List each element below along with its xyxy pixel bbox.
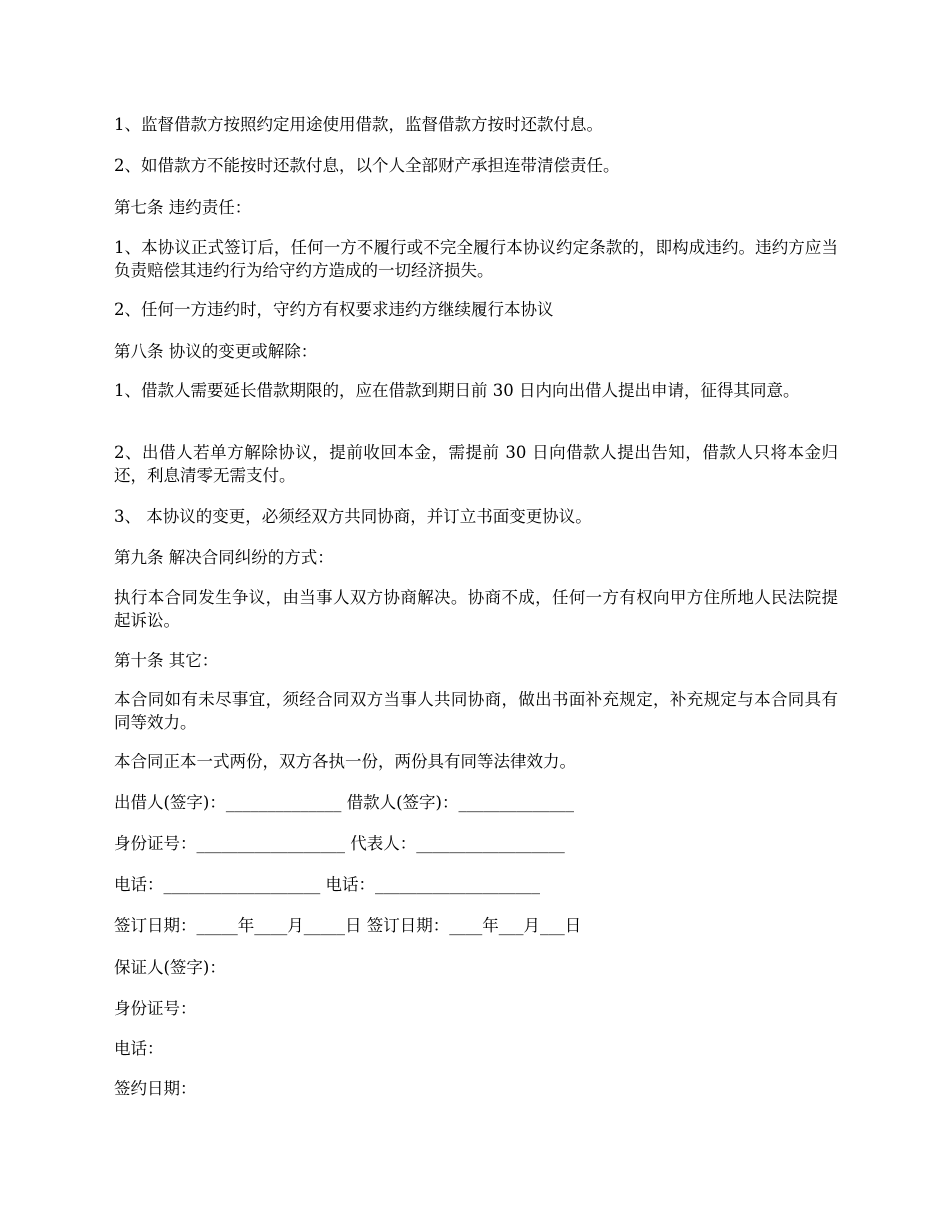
clause-unilateral-termination: 2、出借人若单方解除协议，提前收回本金，需提前 30 日向借款人提出告知，借款人只将本金归还，利息清零无需支付。 bbox=[114, 443, 838, 485]
clause-breach-definition: 1、本协议正式签订后，任何一方不履行或不完全履行本协议约定条款的，即构成违约。违约方应当负责赔偿其违约行为给守约方造成的一切经济损失。 bbox=[114, 238, 838, 280]
heading-article-9: 第九条 解决合同纠纷的方式： bbox=[114, 548, 334, 567]
signature-line-date: 签订日期：_____年____月_____日 签订日期：____年___月___日 bbox=[114, 916, 582, 935]
heading-article-10: 第十条 其它： bbox=[114, 651, 219, 670]
signature-line-parties: 出借人(签字)：______________ 借款人(签字)：______________ bbox=[114, 793, 574, 812]
clause-agreement-change: 3、 本协议的变更，必须经双方共同协商，并订立书面变更协议。 bbox=[114, 507, 592, 526]
clause-copies: 本合同正本一式两份，双方各执一份，两份具有同等法律效力。 bbox=[114, 752, 576, 771]
heading-article-8: 第八条 协议的变更或解除： bbox=[114, 342, 318, 361]
guarantor-signature: 保证人(签字)： bbox=[114, 958, 226, 977]
guarantor-date: 签约日期： bbox=[114, 1079, 197, 1098]
clause-dispute-resolution: 执行本合同发生争议，由当事人双方协商解决。协商不成，任何一方有权向甲方住所地人民法院提起诉讼。 bbox=[114, 588, 838, 630]
clause-supplement: 本合同如有未尽事宜，须经合同双方当事人共同协商，做出书面补充规定，补充规定与本合同具有同等效力。 bbox=[114, 690, 838, 732]
clause-extend-term: 1、借款人需要延长借款期限的，应在借款到期日前 30 日内向出借人提出申请，征得其同意。 bbox=[114, 381, 800, 400]
guarantor-id: 身份证号： bbox=[114, 999, 197, 1018]
clause-supervise-usage: 1、监督借款方按照约定用途使用借款，监督借款方按时还款付息。 bbox=[114, 115, 603, 134]
signature-line-phone: 电话：___________________ 电话：____________________ bbox=[114, 875, 540, 894]
heading-article-7: 第七条 违约责任： bbox=[114, 198, 252, 217]
clause-joint-liability: 2、如借款方不能按时还款付息，以个人全部财产承担连带清偿责任。 bbox=[114, 156, 620, 175]
signature-line-id: 身份证号：__________________ 代表人：__________________ bbox=[114, 834, 565, 853]
clause-continue-performance: 2、任何一方违约时，守约方有权要求违约方继续履行本协议 bbox=[114, 300, 554, 319]
guarantor-phone: 电话： bbox=[114, 1039, 164, 1058]
